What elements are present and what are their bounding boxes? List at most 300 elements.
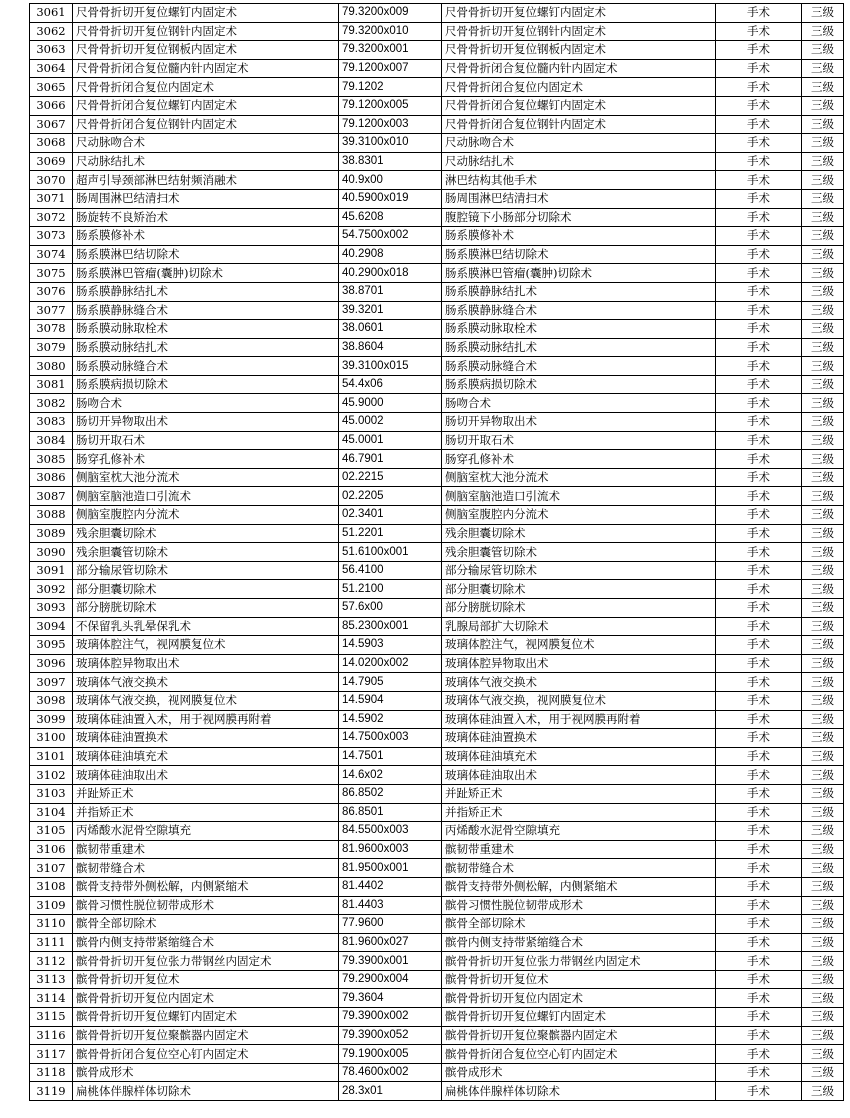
table-row xyxy=(30,1026,844,1045)
row-number-cell: 3108 xyxy=(30,877,73,896)
row-number-cell: 3092 xyxy=(30,580,73,599)
level-cell: 三级 xyxy=(802,282,844,301)
level-cell: 三级 xyxy=(802,859,844,878)
row-number-cell: 3068 xyxy=(30,134,73,153)
level-cell: 三级 xyxy=(802,115,844,134)
procedure-name-cell: 侧脑室腹腔内分流术 xyxy=(73,506,339,525)
category-cell: 手术 xyxy=(716,710,802,729)
row-number-cell: 3116 xyxy=(30,1026,73,1045)
level-cell: 三级 xyxy=(802,1063,844,1082)
procedure-code-cell: 39.3100x015 xyxy=(339,357,442,376)
procedure-code-cell: 40.2900x018 xyxy=(339,264,442,283)
standard-procedure-name-cell: 部分胆囊切除术 xyxy=(442,580,716,599)
category-cell: 手术 xyxy=(716,115,802,134)
table-row xyxy=(30,636,844,655)
level-cell: 三级 xyxy=(802,468,844,487)
row-number-cell: 3075 xyxy=(30,264,73,283)
category-cell: 手术 xyxy=(716,543,802,562)
procedure-name-cell: 肠穿孔修补术 xyxy=(73,450,339,469)
table-row xyxy=(30,245,844,264)
category-cell: 手术 xyxy=(716,301,802,320)
procedure-code-cell: 40.5900x019 xyxy=(339,189,442,208)
procedure-name-cell: 肠周围淋巴结清扫术 xyxy=(73,189,339,208)
procedure-name-cell: 尺骨骨折切开复位螺钉内固定术 xyxy=(73,4,339,23)
procedure-code-cell: 40.9x00 xyxy=(339,171,442,190)
level-cell: 三级 xyxy=(802,375,844,394)
category-cell: 手术 xyxy=(716,338,802,357)
table-row xyxy=(30,543,844,562)
level-cell: 三级 xyxy=(802,78,844,97)
row-number-cell: 3081 xyxy=(30,375,73,394)
category-cell: 手术 xyxy=(716,487,802,506)
row-number-cell: 3119 xyxy=(30,1082,73,1101)
standard-procedure-name-cell: 侧脑室枕大池分流术 xyxy=(442,468,716,487)
procedure-name-cell: 不保留乳头乳晕保乳术 xyxy=(73,617,339,636)
procedure-code-cell: 85.2300x001 xyxy=(339,617,442,636)
table-row xyxy=(30,766,844,785)
category-cell: 手术 xyxy=(716,245,802,264)
procedure-table-body xyxy=(30,4,844,1101)
category-cell: 手术 xyxy=(716,896,802,915)
level-cell: 三级 xyxy=(802,450,844,469)
table-row xyxy=(30,803,844,822)
procedure-code-cell: 02.3401 xyxy=(339,506,442,525)
row-number-cell: 3103 xyxy=(30,784,73,803)
table-row xyxy=(30,357,844,376)
row-number-cell: 3087 xyxy=(30,487,73,506)
row-number-cell: 3083 xyxy=(30,413,73,432)
procedure-code-cell: 79.1200x005 xyxy=(339,96,442,115)
row-number-cell: 3091 xyxy=(30,561,73,580)
procedure-code-cell: 39.3201 xyxy=(339,301,442,320)
procedure-name-cell: 侧脑室脑池造口引流术 xyxy=(73,487,339,506)
table-row xyxy=(30,933,844,952)
standard-procedure-name-cell: 尺骨骨折闭合复位螺钉内固定术 xyxy=(442,96,716,115)
procedure-code-cell: 38.0601 xyxy=(339,320,442,339)
procedure-name-cell: 髌骨骨折切开复位螺钉内固定术 xyxy=(73,1008,339,1027)
procedure-code-cell: 45.0001 xyxy=(339,431,442,450)
procedure-code-cell: 39.3100x010 xyxy=(339,134,442,153)
standard-procedure-name-cell: 残余胆囊切除术 xyxy=(442,524,716,543)
category-cell: 手术 xyxy=(716,227,802,246)
level-cell: 三级 xyxy=(802,543,844,562)
procedure-name-cell: 髌骨支持带外侧松解，内侧紧缩术 xyxy=(73,877,339,896)
row-number-cell: 3062 xyxy=(30,22,73,41)
level-cell: 三级 xyxy=(802,561,844,580)
level-cell: 三级 xyxy=(802,877,844,896)
row-number-cell: 3082 xyxy=(30,394,73,413)
table-row xyxy=(30,877,844,896)
procedure-name-cell: 尺骨骨折切开复位钢板内固定术 xyxy=(73,41,339,60)
standard-procedure-name-cell: 肠系膜动脉结扎术 xyxy=(442,338,716,357)
category-cell: 手术 xyxy=(716,189,802,208)
procedure-code-cell: 38.8301 xyxy=(339,152,442,171)
table-row xyxy=(30,617,844,636)
standard-procedure-name-cell: 尺动脉结扎术 xyxy=(442,152,716,171)
row-number-cell: 3078 xyxy=(30,320,73,339)
standard-procedure-name-cell: 髌骨支持带外侧松解，内侧紧缩术 xyxy=(442,877,716,896)
procedure-name-cell: 尺动脉结扎术 xyxy=(73,152,339,171)
level-cell: 三级 xyxy=(802,710,844,729)
procedure-name-cell: 髌骨骨折切开复位聚髌器内固定术 xyxy=(73,1026,339,1045)
procedure-code-cell: 46.7901 xyxy=(339,450,442,469)
row-number-cell: 3088 xyxy=(30,506,73,525)
table-row xyxy=(30,989,844,1008)
row-number-cell: 3086 xyxy=(30,468,73,487)
procedure-code-cell: 38.8604 xyxy=(339,338,442,357)
procedure-code-cell: 51.6100x001 xyxy=(339,543,442,562)
table-row xyxy=(30,1008,844,1027)
level-cell: 三级 xyxy=(802,4,844,23)
category-cell: 手术 xyxy=(716,729,802,748)
category-cell: 手术 xyxy=(716,152,802,171)
procedure-code-cell: 57.6x00 xyxy=(339,599,442,618)
category-cell: 手术 xyxy=(716,952,802,971)
row-number-cell: 3104 xyxy=(30,803,73,822)
procedure-name-cell: 部分胆囊切除术 xyxy=(73,580,339,599)
row-number-cell: 3113 xyxy=(30,970,73,989)
procedure-name-cell: 超声引导颈部淋巴结射频消融术 xyxy=(73,171,339,190)
procedure-code-cell: 86.8502 xyxy=(339,784,442,803)
table-row xyxy=(30,468,844,487)
standard-procedure-name-cell: 髌骨全部切除术 xyxy=(442,915,716,934)
procedure-name-cell: 肠系膜淋巴管瘤(囊肿)切除术 xyxy=(73,264,339,283)
category-cell: 手术 xyxy=(716,654,802,673)
level-cell: 三级 xyxy=(802,189,844,208)
procedure-code-cell: 40.2908 xyxy=(339,245,442,264)
category-cell: 手术 xyxy=(716,1045,802,1064)
procedure-code-cell: 45.6208 xyxy=(339,208,442,227)
row-number-cell: 3109 xyxy=(30,896,73,915)
category-cell: 手术 xyxy=(716,989,802,1008)
procedure-code-cell: 79.3900x002 xyxy=(339,1008,442,1027)
category-cell: 手术 xyxy=(716,524,802,543)
level-cell: 三级 xyxy=(802,636,844,655)
table-row xyxy=(30,227,844,246)
level-cell: 三级 xyxy=(802,506,844,525)
level-cell: 三级 xyxy=(802,599,844,618)
procedure-name-cell: 髌骨骨折切开复位术 xyxy=(73,970,339,989)
row-number-cell: 3098 xyxy=(30,691,73,710)
procedure-code-cell: 81.4403 xyxy=(339,896,442,915)
procedure-name-cell: 髌骨内侧支持带紧缩缝合术 xyxy=(73,933,339,952)
row-number-cell: 3089 xyxy=(30,524,73,543)
category-cell: 手术 xyxy=(716,599,802,618)
level-cell: 三级 xyxy=(802,152,844,171)
procedure-name-cell: 髌骨骨折切开复位内固定术 xyxy=(73,989,339,1008)
standard-procedure-name-cell: 髌骨骨折切开复位螺钉内固定术 xyxy=(442,1008,716,1027)
table-row xyxy=(30,171,844,190)
level-cell: 三级 xyxy=(802,1045,844,1064)
procedure-name-cell: 肠系膜动脉结扎术 xyxy=(73,338,339,357)
procedure-name-cell: 肠切开取石术 xyxy=(73,431,339,450)
table-row xyxy=(30,152,844,171)
table-row xyxy=(30,915,844,934)
standard-procedure-name-cell: 肠系膜病损切除术 xyxy=(442,375,716,394)
level-cell: 三级 xyxy=(802,617,844,636)
procedure-code-cell: 79.1202 xyxy=(339,78,442,97)
row-number-cell: 3073 xyxy=(30,227,73,246)
category-cell: 手术 xyxy=(716,506,802,525)
row-number-cell: 3117 xyxy=(30,1045,73,1064)
procedure-code-cell: 14.5903 xyxy=(339,636,442,655)
category-cell: 手术 xyxy=(716,840,802,859)
standard-procedure-name-cell: 玻璃体腔异物取出术 xyxy=(442,654,716,673)
standard-procedure-name-cell: 髌骨骨折切开复位聚髌器内固定术 xyxy=(442,1026,716,1045)
row-number-cell: 3107 xyxy=(30,859,73,878)
row-number-cell: 3064 xyxy=(30,59,73,78)
level-cell: 三级 xyxy=(802,915,844,934)
table-row xyxy=(30,59,844,78)
procedure-code-cell: 79.2900x004 xyxy=(339,970,442,989)
level-cell: 三级 xyxy=(802,784,844,803)
table-row xyxy=(30,413,844,432)
procedure-name-cell: 尺骨骨折闭合复位髓内针内固定术 xyxy=(73,59,339,78)
procedure-name-cell: 肠系膜动脉缝合术 xyxy=(73,357,339,376)
procedure-name-cell: 肠吻合术 xyxy=(73,394,339,413)
category-cell: 手术 xyxy=(716,59,802,78)
category-cell: 手术 xyxy=(716,561,802,580)
standard-procedure-name-cell: 侧脑室脑池造口引流术 xyxy=(442,487,716,506)
level-cell: 三级 xyxy=(802,171,844,190)
category-cell: 手术 xyxy=(716,134,802,153)
standard-procedure-name-cell: 玻璃体气液交换术 xyxy=(442,673,716,692)
procedure-code-cell: 38.8701 xyxy=(339,282,442,301)
procedure-name-cell: 尺骨骨折闭合复位内固定术 xyxy=(73,78,339,97)
procedure-code-cell: 81.9600x003 xyxy=(339,840,442,859)
table-row xyxy=(30,4,844,23)
table-row xyxy=(30,282,844,301)
standard-procedure-name-cell: 肠周围淋巴结清扫术 xyxy=(442,189,716,208)
procedure-name-cell: 玻璃体腔注气，视网膜复位术 xyxy=(73,636,339,655)
procedure-name-cell: 尺骨骨折切开复位钢针内固定术 xyxy=(73,22,339,41)
level-cell: 三级 xyxy=(802,320,844,339)
procedure-code-cell: 86.8501 xyxy=(339,803,442,822)
category-cell: 手术 xyxy=(716,766,802,785)
row-number-cell: 3093 xyxy=(30,599,73,618)
table-row xyxy=(30,1045,844,1064)
procedure-name-cell: 并指矫正术 xyxy=(73,803,339,822)
category-cell: 手术 xyxy=(716,22,802,41)
procedure-name-cell: 肠旋转不良矫治术 xyxy=(73,208,339,227)
table-row xyxy=(30,431,844,450)
procedure-code-cell: 14.7501 xyxy=(339,747,442,766)
level-cell: 三级 xyxy=(802,524,844,543)
standard-procedure-name-cell: 乳腺局部扩大切除术 xyxy=(442,617,716,636)
table-row xyxy=(30,1082,844,1101)
row-number-cell: 3070 xyxy=(30,171,73,190)
standard-procedure-name-cell: 髌韧带重建术 xyxy=(442,840,716,859)
procedure-code-cell: 79.3200x009 xyxy=(339,4,442,23)
category-cell: 手术 xyxy=(716,96,802,115)
procedure-code-cell: 14.5904 xyxy=(339,691,442,710)
table-row xyxy=(30,1063,844,1082)
level-cell: 三级 xyxy=(802,822,844,841)
table-row xyxy=(30,673,844,692)
table-row xyxy=(30,952,844,971)
procedure-name-cell: 肠系膜动脉取栓术 xyxy=(73,320,339,339)
standard-procedure-name-cell: 肠切开取石术 xyxy=(442,431,716,450)
standard-procedure-name-cell: 玻璃体硅油置入术，用于视网膜再附着 xyxy=(442,710,716,729)
category-cell: 手术 xyxy=(716,877,802,896)
category-cell: 手术 xyxy=(716,41,802,60)
row-number-cell: 3069 xyxy=(30,152,73,171)
procedure-code-cell: 79.1200x003 xyxy=(339,115,442,134)
category-cell: 手术 xyxy=(716,208,802,227)
standard-procedure-name-cell: 髌骨骨折闭合复位空心钉内固定术 xyxy=(442,1045,716,1064)
procedure-name-cell: 肠系膜静脉缝合术 xyxy=(73,301,339,320)
level-cell: 三级 xyxy=(802,729,844,748)
row-number-cell: 3094 xyxy=(30,617,73,636)
row-number-cell: 3096 xyxy=(30,654,73,673)
standard-procedure-name-cell: 尺骨骨折切开复位钢板内固定术 xyxy=(442,41,716,60)
row-number-cell: 3084 xyxy=(30,431,73,450)
level-cell: 三级 xyxy=(802,431,844,450)
category-cell: 手术 xyxy=(716,413,802,432)
row-number-cell: 3111 xyxy=(30,933,73,952)
standard-procedure-name-cell: 腹腔镜下小肠部分切除术 xyxy=(442,208,716,227)
procedure-name-cell: 玻璃体硅油取出术 xyxy=(73,766,339,785)
procedure-code-cell: 79.3604 xyxy=(339,989,442,1008)
row-number-cell: 3072 xyxy=(30,208,73,227)
standard-procedure-name-cell: 髌骨内侧支持带紧缩缝合术 xyxy=(442,933,716,952)
category-cell: 手术 xyxy=(716,357,802,376)
table-row xyxy=(30,691,844,710)
procedure-code-cell: 56.4100 xyxy=(339,561,442,580)
category-cell: 手术 xyxy=(716,803,802,822)
procedure-code-cell: 02.2215 xyxy=(339,468,442,487)
row-number-cell: 3110 xyxy=(30,915,73,934)
category-cell: 手术 xyxy=(716,450,802,469)
category-cell: 手术 xyxy=(716,970,802,989)
standard-procedure-name-cell: 残余胆囊管切除术 xyxy=(442,543,716,562)
level-cell: 三级 xyxy=(802,227,844,246)
table-row xyxy=(30,599,844,618)
table-row xyxy=(30,729,844,748)
procedure-name-cell: 髌骨全部切除术 xyxy=(73,915,339,934)
standard-procedure-name-cell: 尺骨骨折切开复位钢针内固定术 xyxy=(442,22,716,41)
category-cell: 手术 xyxy=(716,1008,802,1027)
procedure-code-cell: 79.3200x010 xyxy=(339,22,442,41)
standard-procedure-name-cell: 肠系膜静脉结扎术 xyxy=(442,282,716,301)
table-row xyxy=(30,78,844,97)
procedure-code-cell: 14.7500x003 xyxy=(339,729,442,748)
procedure-code-cell: 79.1200x007 xyxy=(339,59,442,78)
procedure-name-cell: 髌骨成形术 xyxy=(73,1063,339,1082)
table-row xyxy=(30,859,844,878)
procedure-name-cell: 侧脑室枕大池分流术 xyxy=(73,468,339,487)
category-cell: 手术 xyxy=(716,468,802,487)
table-row xyxy=(30,115,844,134)
row-number-cell: 3074 xyxy=(30,245,73,264)
category-cell: 手术 xyxy=(716,78,802,97)
table-row xyxy=(30,189,844,208)
table-row xyxy=(30,654,844,673)
standard-procedure-name-cell: 玻璃体硅油取出术 xyxy=(442,766,716,785)
standard-procedure-name-cell: 髌骨骨折切开复位张力带钢丝内固定术 xyxy=(442,952,716,971)
standard-procedure-name-cell: 肠吻合术 xyxy=(442,394,716,413)
category-cell: 手术 xyxy=(716,747,802,766)
procedure-code-cell: 14.5902 xyxy=(339,710,442,729)
level-cell: 三级 xyxy=(802,803,844,822)
procedure-code-cell: 14.6x02 xyxy=(339,766,442,785)
table-row xyxy=(30,896,844,915)
standard-procedure-name-cell: 肠系膜静脉缝合术 xyxy=(442,301,716,320)
procedure-name-cell: 肠系膜修补术 xyxy=(73,227,339,246)
level-cell: 三级 xyxy=(802,413,844,432)
standard-procedure-name-cell: 肠系膜淋巴结切除术 xyxy=(442,245,716,264)
procedure-name-cell: 髌骨骨折闭合复位空心钉内固定术 xyxy=(73,1045,339,1064)
row-number-cell: 3090 xyxy=(30,543,73,562)
level-cell: 三级 xyxy=(802,487,844,506)
procedure-code-cell: 79.3900x052 xyxy=(339,1026,442,1045)
standard-procedure-name-cell: 并趾矫正术 xyxy=(442,784,716,803)
procedure-code-cell: 79.1900x005 xyxy=(339,1045,442,1064)
table-row xyxy=(30,320,844,339)
procedure-name-cell: 肠切开异物取出术 xyxy=(73,413,339,432)
standard-procedure-name-cell: 尺动脉吻合术 xyxy=(442,134,716,153)
table-row xyxy=(30,840,844,859)
procedure-code-cell: 45.0002 xyxy=(339,413,442,432)
category-cell: 手术 xyxy=(716,282,802,301)
standard-procedure-name-cell: 玻璃体腔注气，视网膜复位术 xyxy=(442,636,716,655)
category-cell: 手术 xyxy=(716,784,802,803)
level-cell: 三级 xyxy=(802,1026,844,1045)
standard-procedure-name-cell: 丙烯酸水泥骨空隙填充 xyxy=(442,822,716,841)
row-number-cell: 3076 xyxy=(30,282,73,301)
standard-procedure-name-cell: 扁桃体伴腺样体切除术 xyxy=(442,1082,716,1101)
row-number-cell: 3061 xyxy=(30,4,73,23)
procedure-name-cell: 尺骨骨折闭合复位螺钉内固定术 xyxy=(73,96,339,115)
row-number-cell: 3065 xyxy=(30,78,73,97)
category-cell: 手术 xyxy=(716,1026,802,1045)
procedure-code-cell: 45.9000 xyxy=(339,394,442,413)
level-cell: 三级 xyxy=(802,1008,844,1027)
standard-procedure-name-cell: 玻璃体硅油填充术 xyxy=(442,747,716,766)
standard-procedure-name-cell: 侧脑室腹腔内分流术 xyxy=(442,506,716,525)
procedure-name-cell: 尺动脉吻合术 xyxy=(73,134,339,153)
procedure-name-cell: 残余胆囊管切除术 xyxy=(73,543,339,562)
table-row xyxy=(30,784,844,803)
procedure-name-cell: 玻璃体硅油填充术 xyxy=(73,747,339,766)
level-cell: 三级 xyxy=(802,896,844,915)
table-row xyxy=(30,747,844,766)
category-cell: 手术 xyxy=(716,617,802,636)
standard-procedure-name-cell: 并指矫正术 xyxy=(442,803,716,822)
procedure-code-cell: 54.7500x002 xyxy=(339,227,442,246)
row-number-cell: 3100 xyxy=(30,729,73,748)
row-number-cell: 3106 xyxy=(30,840,73,859)
procedure-code-cell: 79.3900x001 xyxy=(339,952,442,971)
procedure-name-cell: 肠系膜病损切除术 xyxy=(73,375,339,394)
standard-procedure-name-cell: 尺骨骨折切开复位螺钉内固定术 xyxy=(442,4,716,23)
procedure-name-cell: 丙烯酸水泥骨空隙填充 xyxy=(73,822,339,841)
table-row xyxy=(30,96,844,115)
procedure-code-cell: 14.0200x002 xyxy=(339,654,442,673)
standard-procedure-name-cell: 部分膀胱切除术 xyxy=(442,599,716,618)
category-cell: 手术 xyxy=(716,394,802,413)
procedure-name-cell: 髌骨骨折切开复位张力带钢丝内固定术 xyxy=(73,952,339,971)
table-row xyxy=(30,301,844,320)
procedure-name-cell: 髌韧带重建术 xyxy=(73,840,339,859)
category-cell: 手术 xyxy=(716,1063,802,1082)
procedure-code-cell: 77.9600 xyxy=(339,915,442,934)
table-row xyxy=(30,487,844,506)
procedure-code-cell: 78.4600x002 xyxy=(339,1063,442,1082)
table-row xyxy=(30,580,844,599)
standard-procedure-name-cell: 部分输尿管切除术 xyxy=(442,561,716,580)
row-number-cell: 3085 xyxy=(30,450,73,469)
